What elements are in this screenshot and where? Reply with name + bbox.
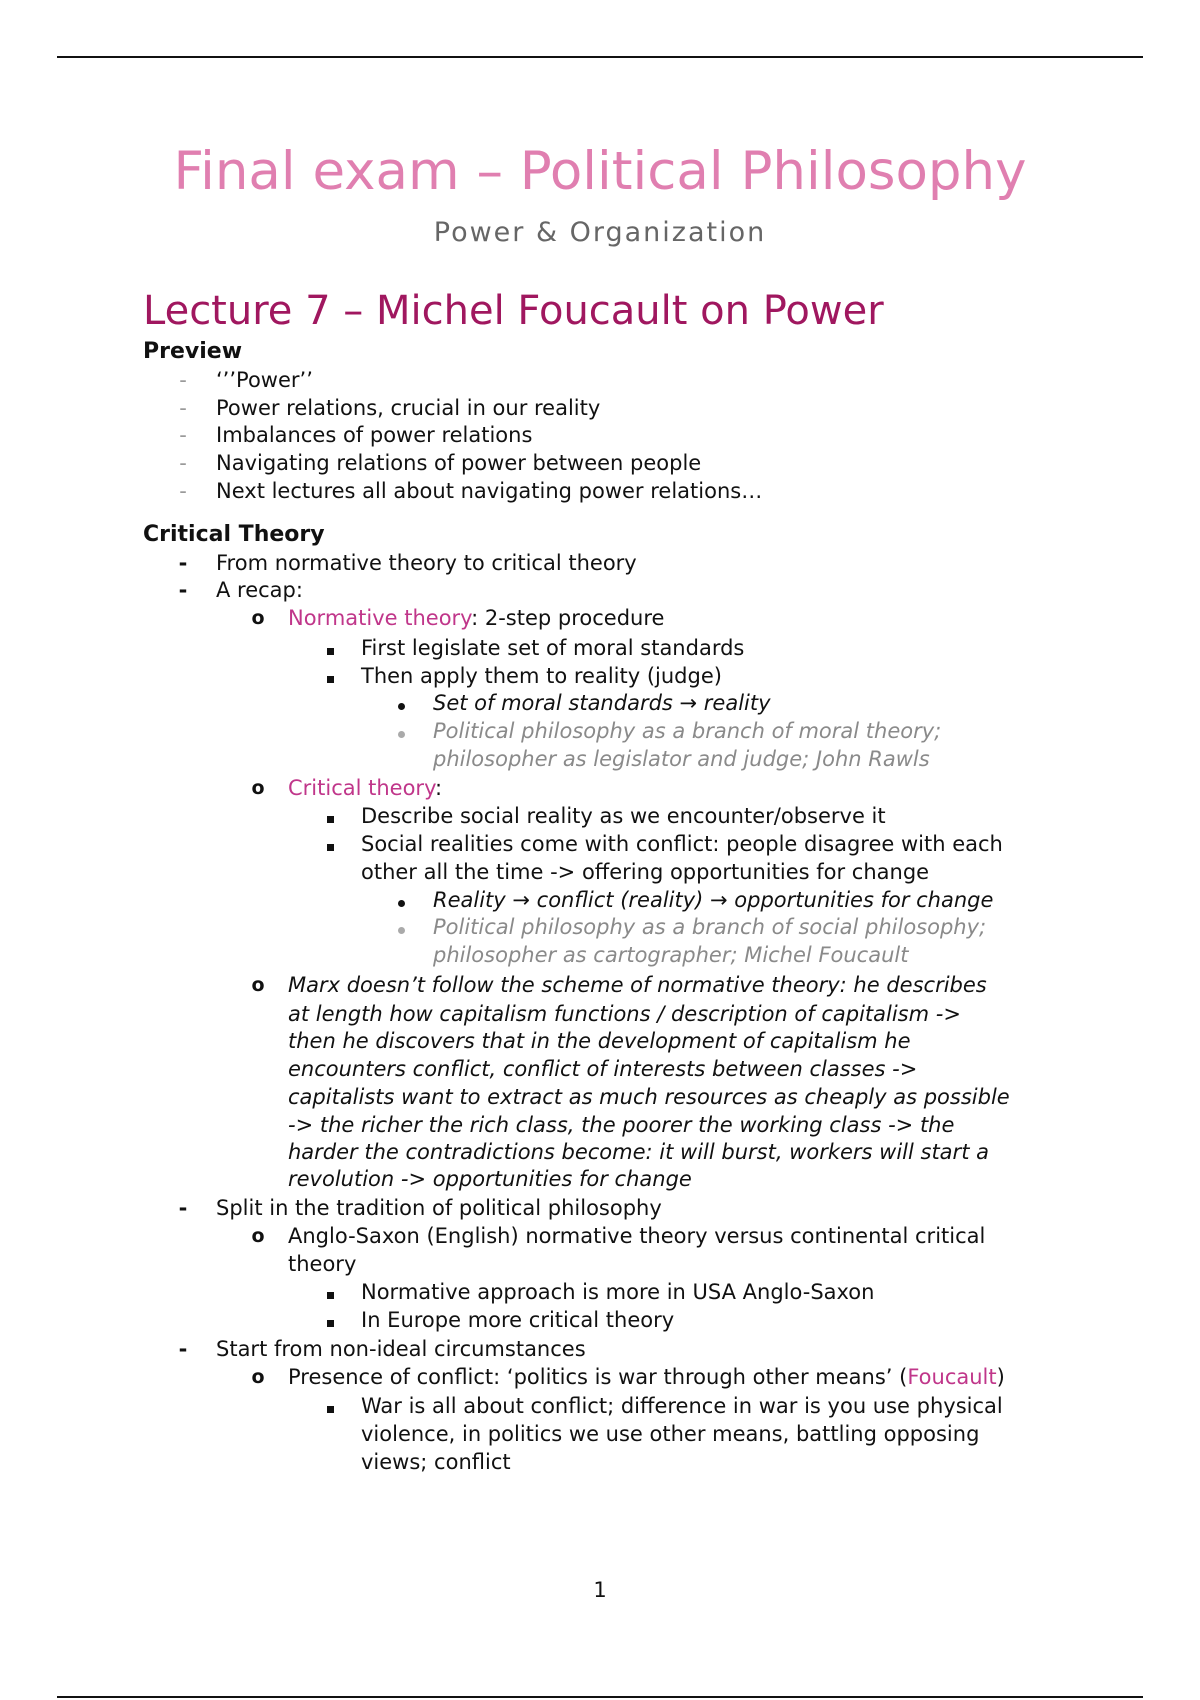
marx-paragraph-line: revolution -> opportunities for change <box>288 1167 692 1191</box>
list-item: Political philosophy as a branch of moral theory; <box>433 719 942 743</box>
list-item: Anglo-Saxon (English) normative theory versus continental critical <box>288 1224 986 1248</box>
list-item: First legislate set of moral standards <box>361 636 745 660</box>
preview-item: Navigating relations of power between people <box>216 451 702 475</box>
list-item: Reality → conflict (reality) → opportunities for change <box>433 888 994 912</box>
list-item: Set of moral standards → reality <box>433 691 771 715</box>
square-bullet <box>320 830 340 858</box>
preview-item: Next lectures all about navigating power relations… <box>216 479 763 503</box>
list-item: Normative approach is more in USA Anglo-Saxon <box>361 1280 875 1304</box>
list-item: In Europe more critical theory <box>361 1308 675 1332</box>
dash-bullet: - <box>179 423 187 447</box>
document-subtitle: Power & Organization <box>433 217 767 248</box>
list-item: Start from non-ideal circumstances <box>216 1337 586 1361</box>
circle-bullet: o <box>251 1225 265 1247</box>
dash-bullet: - <box>179 451 187 475</box>
document-title: Final exam – Political Philosophy <box>173 141 1027 202</box>
bottom-rule <box>57 1696 1143 1698</box>
list-item: Then apply them to reality (judge) <box>361 664 722 688</box>
critical-theory-heading: Critical Theory <box>143 522 325 547</box>
list-item: War is all about conflict; difference in war is you use physical <box>361 1394 1003 1418</box>
normative-theory-term: Normative theory <box>288 606 472 630</box>
dash-bullet: - <box>178 578 188 602</box>
dash-bullet: - <box>178 551 188 575</box>
marx-paragraph-line: -> the richer the rich class, the poorer the working class -> the <box>288 1113 955 1137</box>
marx-paragraph-line: Marx doesn’t follow the scheme of normative theory: he describes <box>288 973 987 997</box>
page-number: 1 <box>593 1578 607 1602</box>
dash-bullet: - <box>179 368 187 392</box>
dash-bullet: - <box>179 479 187 503</box>
lecture-heading: Lecture 7 – Michel Foucault on Power <box>143 288 884 334</box>
circle-bullet: o <box>251 1366 265 1388</box>
list-item-continued: philosopher as legislator and judge; John Rawls <box>433 747 930 771</box>
list-item: Describe social reality as we encounter/observe it <box>361 804 886 828</box>
dash-bullet: - <box>179 396 187 420</box>
list-item-continued: philosopher as cartographer; Michel Foucault <box>433 943 909 967</box>
dot-bullet <box>391 886 411 914</box>
list-item <box>288 774 442 802</box>
marx-paragraph-line: encounters conflict, conflict of interests between classes -> <box>288 1057 918 1081</box>
dot-bullet <box>391 717 411 745</box>
list-item: Social realities come with conflict: people disagree with each <box>361 832 1003 856</box>
conflict-text: Presence of conflict: ‘politics is war through other means’ ( <box>288 1365 908 1389</box>
list-item: From normative theory to critical theory <box>216 551 637 575</box>
dot-bullet <box>391 689 411 717</box>
square-bullet <box>320 662 340 690</box>
circle-bullet: o <box>251 777 265 799</box>
marx-paragraph-line: then he discovers that in the development of capitalism he <box>288 1029 911 1053</box>
preview-heading: Preview <box>143 339 243 364</box>
list-item-continued: violence, in politics we use other means, battling opposing <box>361 1422 980 1446</box>
list-item-continued: theory <box>288 1252 357 1276</box>
square-bullet <box>320 1278 340 1306</box>
normative-theory-desc: : 2-step procedure <box>471 606 665 630</box>
circle-bullet: o <box>251 607 265 629</box>
marx-paragraph-line: capitalists want to extract as much resources as cheaply as possible <box>288 1085 1010 1109</box>
marx-paragraph-line: at length how capitalism functions / description of capitalism -> <box>288 1002 961 1026</box>
conflict-text-end: ) <box>996 1365 1005 1389</box>
square-bullet <box>320 802 340 830</box>
top-rule <box>57 56 1143 58</box>
dash-bullet: - <box>178 1337 188 1361</box>
preview-item: Power relations, crucial in our reality <box>216 396 601 420</box>
marx-paragraph-line: harder the contradictions become: it will burst, workers will start a <box>288 1140 989 1164</box>
preview-item: Imbalances of power relations <box>216 423 533 447</box>
square-bullet <box>320 1392 340 1420</box>
list-item: A recap: <box>216 578 303 602</box>
foucault-term: Foucault <box>907 1365 997 1389</box>
square-bullet <box>320 1306 340 1334</box>
preview-item: ‘’’Power’’ <box>216 368 313 392</box>
list-item: Split in the tradition of political philosophy <box>216 1196 662 1220</box>
dash-bullet: - <box>178 1196 188 1220</box>
critical-theory-desc: : <box>434 776 443 800</box>
list-item <box>288 604 664 632</box>
list-item: Political philosophy as a branch of social philosophy; <box>433 915 987 939</box>
list-item-continued: views; conflict <box>361 1450 511 1474</box>
list-item-continued: other all the time -> offering opportunities for change <box>361 860 930 884</box>
list-item <box>288 1363 1005 1391</box>
critical-theory-term: Critical theory <box>288 776 435 800</box>
circle-bullet: o <box>251 974 265 996</box>
square-bullet <box>320 634 340 662</box>
dot-bullet <box>391 913 411 941</box>
